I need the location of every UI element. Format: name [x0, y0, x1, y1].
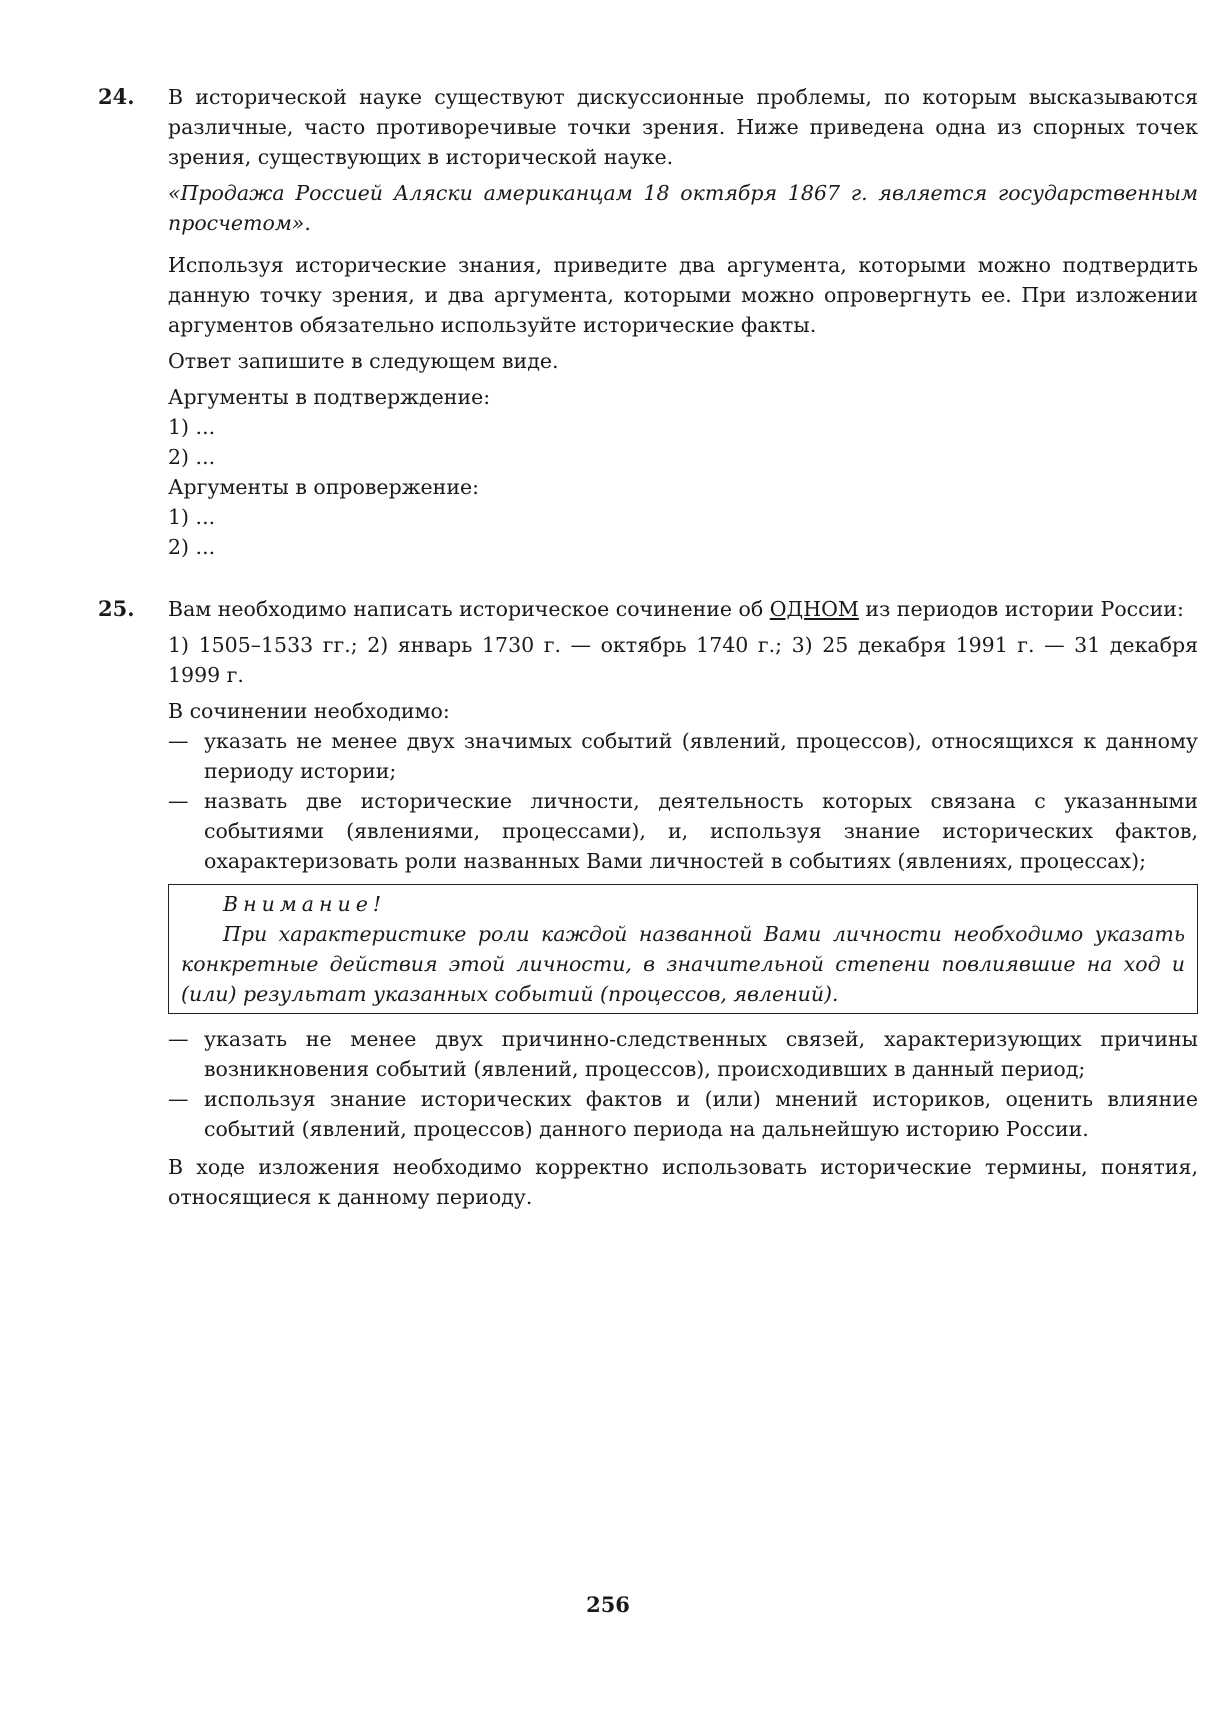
intro-text: из периодов истории России: [858, 597, 1184, 621]
task-number: 25. [98, 596, 135, 621]
intro-emphasis: ОДНОМ [769, 597, 859, 621]
answer-form-note: Ответ запишите в следующем виде. [168, 349, 559, 373]
task-intro [168, 594, 1198, 624]
confirm-heading: Аргументы в подтверждение: [168, 385, 491, 409]
attention-title: Внимание! [223, 892, 387, 916]
task-body [168, 594, 1198, 1218]
list-item: 1) ... [168, 415, 216, 439]
dash-marker: — [168, 1087, 189, 1111]
dash-marker: — [168, 729, 189, 753]
closing-note: В ходе изложения необходимо корректно использовать исторические термины, понятия, относящиеся к данному периоду. [168, 1155, 1198, 1209]
dash-marker: — [168, 789, 189, 813]
attention-text: При характеристике роли каждой названной Вами личности необходимо указать конкретные действия этой личности, в значительной степени повлиявшие на ход и (или) результат указанных событий (процессов, явлений). [181, 922, 1185, 1006]
requirement-item [168, 726, 1198, 786]
requirements-heading: В сочинении необходимо: [168, 699, 450, 723]
statement-quote: «Продажа Россией Аляски американцам 18 октября 1867 г. является государственным просчетом». [168, 181, 1198, 235]
requirement-item [168, 786, 1198, 876]
intro-text: Вам необходимо написать историческое сочинение об [168, 597, 770, 621]
task-intro: В исторической науке существуют дискуссионные проблемы, по которым высказываются различные, часто противоречивые точки зрения. Ниже приведена одна из спорных точек зрения, существующих в исторической науке. [168, 85, 1198, 169]
list-item: 2) ... [168, 445, 216, 469]
task-instruction: Используя исторические знания, приведите два аргумента, которыми можно подтвердить данную точку зрения, и два аргумента, которыми можно опровергнуть ее. При изложении аргументов обязательно используйте исторические факты. [168, 253, 1198, 337]
attention-note [168, 884, 1198, 1014]
task-number: 24. [98, 84, 135, 109]
requirement-text: используя знание исторических фактов и (или) мнений историков, оценить влияние событий (явлений, процессов) данного периода на дальнейшую историю России. [204, 1087, 1198, 1141]
dash-marker: — [168, 1027, 189, 1051]
requirement-text: указать не менее двух причинно-следственных связей, характеризующих причины возникновения событий (явлений, процессов), происходивших в данный период; [204, 1027, 1198, 1081]
periods-list: 1) 1505–1533 гг.; 2) январь 1730 г. — октябрь 1740 г.; 3) 25 декабря 1991 г. — 31 декабря 1999 г. [168, 633, 1198, 687]
task-body [168, 82, 1198, 562]
list-item: 2) ... [168, 535, 216, 559]
list-item: 1) ... [168, 505, 216, 529]
refute-heading: Аргументы в опровержение: [168, 475, 480, 499]
requirement-text: назвать две исторические личности, деятельность которых связана с указанными событиями (явлениями, процессами), и, используя знание исторических фактов, охарактеризовать роли названных Вами личностей в событиях (явлениях, процессах); [204, 789, 1198, 873]
page-number: 256 [586, 1592, 630, 1617]
requirement-text: указать не менее двух значимых событий (явлений, процессов), относящихся к данному периоду истории; [204, 729, 1198, 783]
requirement-item [168, 1024, 1198, 1084]
requirement-item [168, 1084, 1198, 1144]
